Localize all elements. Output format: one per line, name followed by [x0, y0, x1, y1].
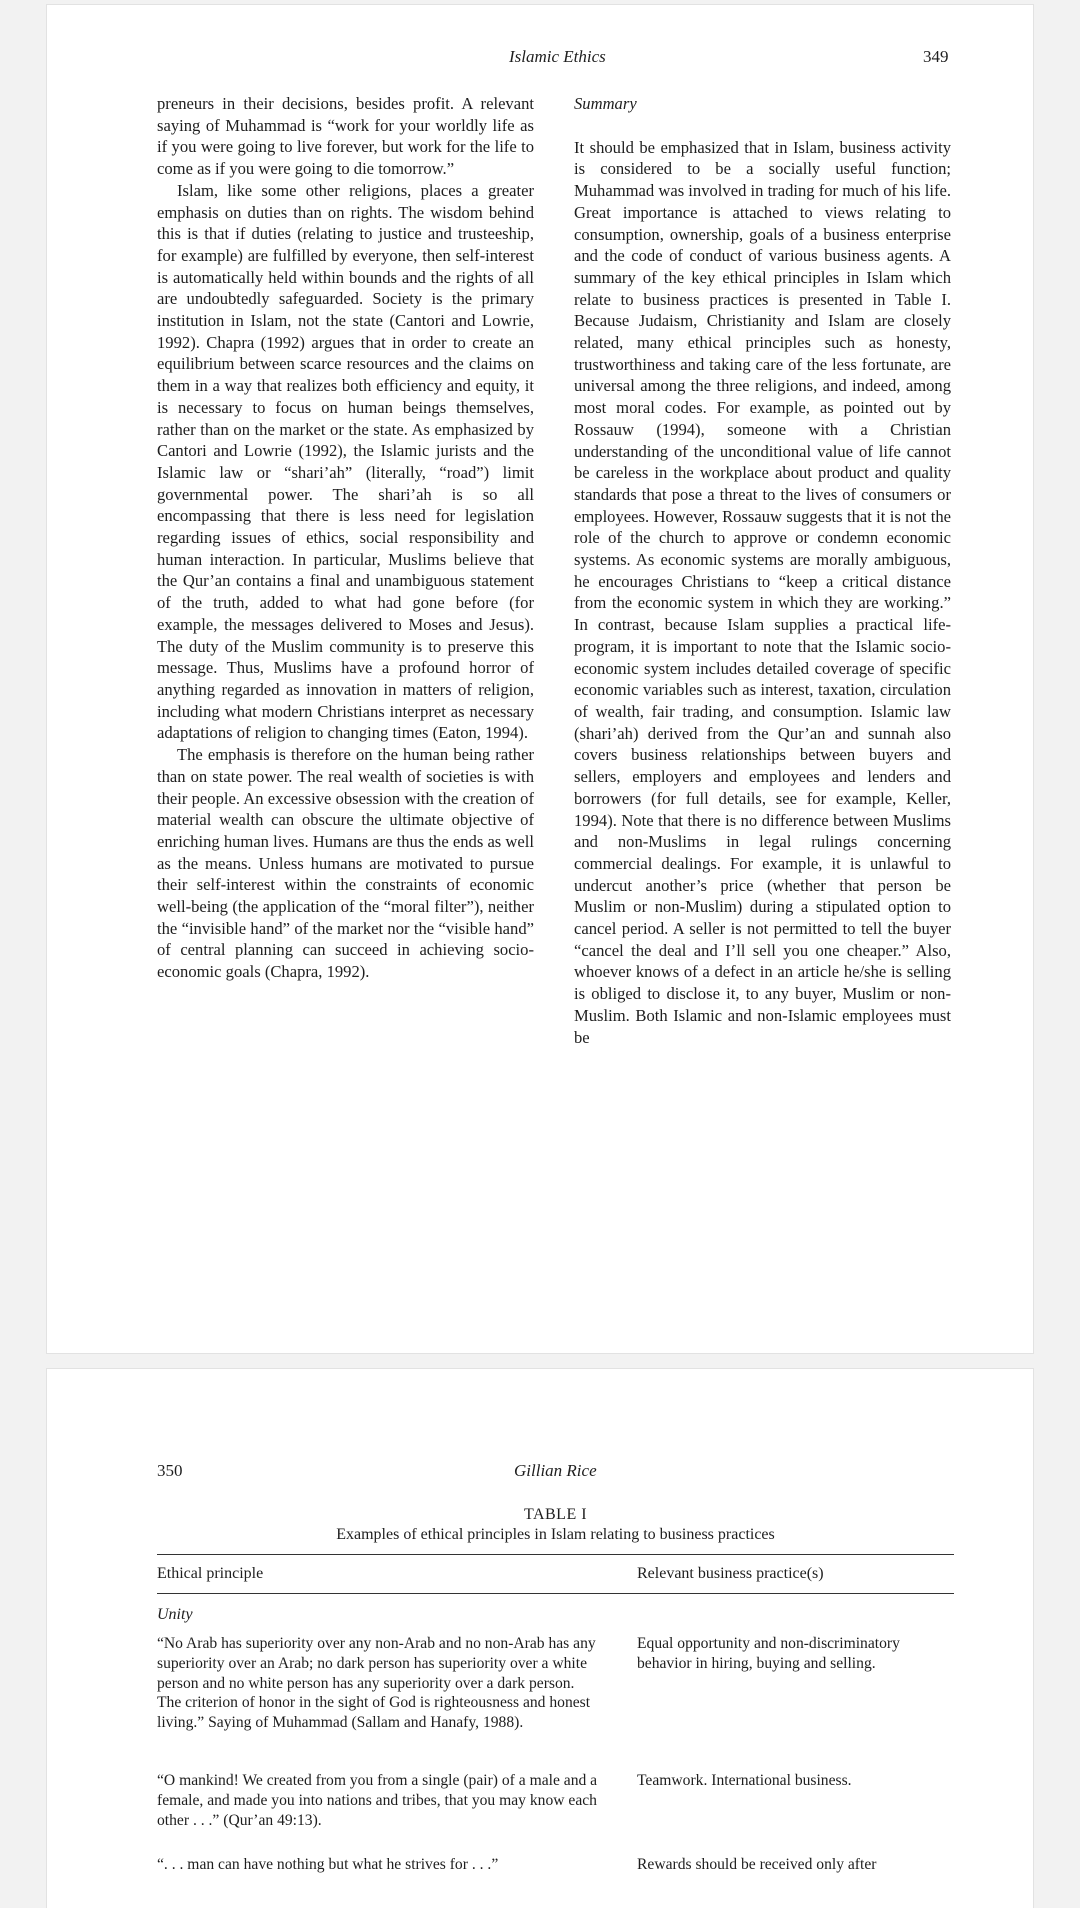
page-number: 349 — [923, 47, 949, 66]
running-head-title: Islamic Ethics — [509, 47, 606, 66]
table-cell-practice: Teamwork. International business. — [637, 1772, 852, 1789]
paragraph: It should be emphasized that in Islam, business activity is considered to be a socially useful function; Muhammad was involved in trading for much of his life. Great importance is attached to views relating to consumption, ownership, goals of a business enterprise and the code of conduct of various business agents. A summary of the key ethical principles in Islam which relate to business practices is presented in Table I. Because Judaism, Christianity and Islam are closely related, many ethical principles such as honesty, trustworthiness and taking care of the less fortunate, are universal among the three religions, and indeed, among most moral codes. For example, as pointed out by Rossauw (1994), someone with a Christian understanding of the unconditional value of life cannot be careless in the workplace about product and quality standards that pose a threat to the lives of consumers or employees. However, Rossauw suggests that it is not the role of the church to approve or condemn economic systems. As economic systems are morally ambiguous, he encourages Christians to “keep a critical distance from the economic system in which they are working.” In contrast, because Islam supplies a practical life-program, it is important to note that the Islamic socio-economic system includes detailed coverage of specific economic variables such as interest, taxation, circulation of wealth, fair trading, and consumption. Islamic law (shari’ah) derived from the Qur’an and sunnah also covers business relationships between buyers and sellers, employers and employees and lenders and borrowers (for full details, see for example, Keller, 1994). Note that there is no difference between Muslims and non-Muslims in legal rulings concerning commercial dealings. For example, it is unlawful to undercut another’s price (whether that person be Muslim or non-Muslim) during a stipulated option to cancel period. A seller is not permitted to tell the buyer “cancel the deal and I’ll sell you one cheaper.” Also, whoever knows of a defect in an article he/she is selling is obliged to disclose it, to any buyer, Muslim or non-Muslim. Both Islamic and non-Islamic employees must be — [574, 137, 951, 1047]
table-top-rule — [157, 1554, 954, 1555]
column-header-principle: Ethical principle — [157, 1565, 264, 1582]
page-number: 350 — [157, 1461, 183, 1480]
table-header-rule — [157, 1593, 954, 1594]
right-column — [574, 93, 951, 1048]
page-350 — [46, 1368, 1034, 1908]
left-column — [157, 93, 534, 983]
column-header-practice: Relevant business practice(s) — [637, 1565, 824, 1582]
table-label: TABLE I — [523, 1506, 588, 1523]
table-cell-principle: “No Arab has superiority over any non-Arab and no non-Arab has any superiority over an Arab; no dark person has superiority over a white person and no white person has any superiority over a dark person. The criterion of honor in the sight of God is righteousness and honest living.” Saying of Muhammad (Sallam and Hanafy, 1988). — [157, 1635, 596, 1732]
table-cell-practice: Equal opportunity and non-discriminatory behavior in hiring, buying and selling. — [637, 1635, 900, 1672]
section-heading: Summary — [574, 94, 637, 113]
table-group-label: Unity — [157, 1606, 193, 1623]
table-cell-principle: “O mankind! We created from you from a single (pair) of a male and a female, and made you into nations and tribes, that you may know each other . . .” (Qur’an 49:13). — [157, 1772, 598, 1829]
paragraph: preneurs in their decisions, besides profit. A relevant saying of Muhammad is “work for your worldly life as if you were going to live forever, but work for the life to come as if you were going to die tomorrow.” — [157, 94, 534, 179]
paragraph: Islam, like some other religions, places a greater emphasis on duties than on rights. The wisdom behind this is that if duties (relating to justice and trusteeship, for example) are fulfilled by everyone, then self-interest is automatically held within bounds and the rights of all are undoubtedly safeguarded. Society is the primary institution in Islam, not the state (Cantori and Lowrie, 1992). Chapra (1992) argues that in order to create an equilibrium between scarce resources and the claims on them in a way that realizes both efficiency and equity, it is necessary to focus on human beings themselves, rather than on the market or the state. As emphasized by Cantori and Lowrie (1992), the Islamic jurists and the Islamic law or “shari’ah” (literally, “road”) limit governmental power. The shari’ah is so all encompassing that there is less need for legislation regarding issues of ethics, social responsibility and human interaction. In particular, Muslims believe that the Qur’an contains a final and unambiguous statement of the truth, added to what had gone before (for example, the messages delivered to Moses and Jesus). The duty of the Muslim community is to preserve this message. Thus, Muslims have a profound horror of anything regarded as innovation in matters of religion, including what modern Christians interpret as necessary adaptations of religion to changing times (Eaton, 1994). — [157, 180, 534, 743]
table-subtitle: Examples of ethical principles in Islam relating to business practices — [336, 1526, 775, 1543]
page-349 — [46, 4, 1034, 1354]
paragraph: The emphasis is therefore on the human being rather than on state power. The real wealth of societies is with their people. An excessive obsession with the creation of material wealth can obscure the ultimate objective of enriching human lives. Humans are thus the ends as well as the means. Unless humans are motivated to pursue their self-interest within the constraints of economic well-being (the application of the “moral filter”), neither the “invisible hand” of the market nor the “visible hand” of central planning can succeed in achieving socio-economic goals (Chapra, 1992). — [157, 745, 534, 982]
running-head-author: Gillian Rice — [514, 1461, 597, 1480]
table-cell-practice: Rewards should be received only after — [637, 1856, 877, 1873]
table-cell-principle: “. . . man can have nothing but what he strives for . . .” — [157, 1856, 499, 1873]
